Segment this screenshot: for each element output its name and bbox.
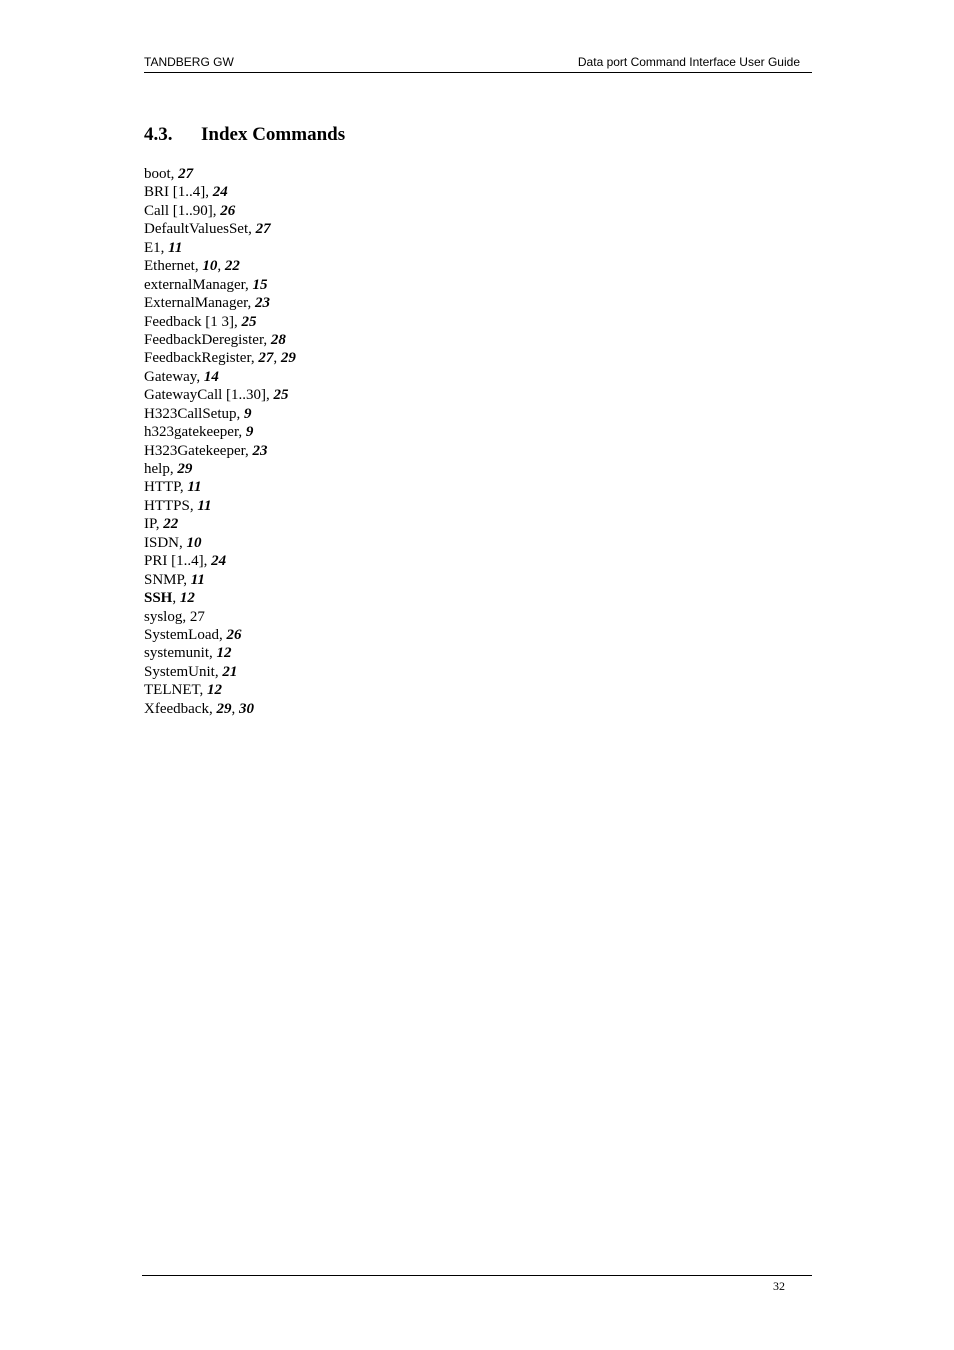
index-term: boot <box>144 166 171 182</box>
index-entry: SystemUnit, 21 <box>144 663 238 680</box>
page-footer <box>142 1275 812 1293</box>
index-entry: HTTP, 11 <box>144 479 202 496</box>
header-document-title: Data port Command Interface User Guide <box>577 55 800 69</box>
index-term: systemunit <box>144 645 210 662</box>
index-entry: boot, 27 <box>144 166 194 182</box>
page-header <box>144 55 812 73</box>
index-term: FeedbackDeregister <box>144 331 264 348</box>
page-reference-link[interactable]: 29 <box>216 700 232 717</box>
page-reference-link[interactable]: 27 <box>178 166 194 182</box>
page-reference-link[interactable]: 27 <box>255 221 271 238</box>
index-entry: DefaultValuesSet, 27 <box>144 221 271 238</box>
index-term: PRI [1..4] <box>144 553 204 570</box>
page-reference-link[interactable]: 23 <box>255 295 271 312</box>
index-term: help <box>144 461 170 477</box>
index-term: ExternalManager <box>144 295 248 312</box>
index-term: externalManager <box>144 276 246 293</box>
page-reference-link[interactable]: 12 <box>207 682 223 699</box>
page-number: 32 <box>773 1279 785 1293</box>
index-term: HTTP <box>144 479 180 496</box>
page-reference-link[interactable]: 27 <box>189 608 205 625</box>
page-reference-link[interactable]: 23 <box>252 442 268 459</box>
index-entry: TELNET, 12 <box>144 682 223 699</box>
index-term: DefaultValuesSet <box>144 221 249 238</box>
index-entry: ISDN, 10 <box>144 534 202 551</box>
index-entry: systemunit, 12 <box>144 645 232 662</box>
index-entry: Feedback [1 3], 25 <box>144 313 257 330</box>
index-entry: Ethernet, 10, 22 <box>144 258 240 275</box>
page-reference-link[interactable]: 27 <box>258 350 274 367</box>
index-entry: SNMP, 11 <box>144 571 205 588</box>
index-term: Ethernet <box>144 258 195 275</box>
index-entry: h323gatekeeper, 9 <box>144 424 254 441</box>
index-entry: HTTPS, 11 <box>144 497 212 514</box>
page-reference-link[interactable]: 14 <box>203 368 219 385</box>
index-term: Call [1..90] <box>144 202 213 219</box>
page-reference-link[interactable]: 22 <box>163 516 179 533</box>
page-reference-link[interactable]: 12 <box>179 590 195 607</box>
page-reference-link[interactable]: 11 <box>168 239 183 256</box>
index-term: syslog <box>144 608 183 625</box>
index-entry: Call [1..90], 26 <box>144 202 236 219</box>
header-company: TANDBERG GW <box>144 55 234 69</box>
index-entry: SystemLoad, 26 <box>144 626 242 643</box>
index-entry: IP, 22 <box>144 516 179 533</box>
page-reference-link[interactable]: 11 <box>187 479 202 496</box>
page-reference-link[interactable]: 11 <box>190 571 205 588</box>
page-reference-link[interactable]: 30 <box>238 700 254 717</box>
index-entry: externalManager, 15 <box>144 276 268 293</box>
index-term: H323CallSetup <box>144 405 237 422</box>
page-reference-link[interactable]: 24 <box>212 184 228 201</box>
page-reference-link[interactable]: 12 <box>216 645 232 662</box>
index-term: Feedback [1 3] <box>144 313 234 330</box>
index-entry: PRI [1..4], 24 <box>144 553 227 570</box>
index-entry: SSH, 12 <box>144 590 195 607</box>
section-title: Index Commands <box>201 124 346 145</box>
index-entry: BRI [1..4], 24 <box>144 184 228 201</box>
page-reference-link[interactable]: 26 <box>220 202 236 219</box>
index-term: GatewayCall [1..30] <box>144 387 267 404</box>
index-term: E1 <box>144 239 161 256</box>
page-reference-link[interactable]: 22 <box>224 258 240 275</box>
page-reference-link[interactable]: 21 <box>222 663 238 680</box>
index-term: FeedbackRegister <box>144 350 251 367</box>
index-term: IP <box>144 516 156 533</box>
index-term: BRI [1..4] <box>144 184 206 201</box>
index-entry: FeedbackRegister, 27, 29 <box>144 350 296 367</box>
page-reference-link[interactable]: 10 <box>186 534 202 551</box>
index-entry: FeedbackDeregister, 28 <box>144 331 286 348</box>
index-entry: help, 29 <box>144 461 193 477</box>
index-term: h323gatekeeper <box>144 424 239 441</box>
page-reference-link[interactable]: 25 <box>241 313 257 330</box>
index-term: ISDN <box>144 534 180 551</box>
index-entry: ExternalManager, 23 <box>144 295 271 312</box>
index-term: Gateway <box>144 368 197 385</box>
index-term: SystemLoad <box>144 626 219 643</box>
index-term: SNMP <box>144 571 184 588</box>
index-entry: H323CallSetup, 9 <box>144 405 252 422</box>
page-reference-link[interactable]: 26 <box>226 626 242 643</box>
page-reference-link[interactable]: 29 <box>177 461 193 477</box>
page-reference-link[interactable]: 28 <box>270 331 286 348</box>
page-reference-link[interactable]: 24 <box>211 553 227 570</box>
page-reference-link[interactable]: 9 <box>244 405 252 422</box>
page-reference-link[interactable]: 15 <box>252 276 268 293</box>
section-heading <box>144 124 345 146</box>
page-reference-link[interactable]: 11 <box>197 497 212 514</box>
index-term: SSH <box>144 590 173 607</box>
section-number: 4.3. <box>144 124 173 145</box>
index-entry: Xfeedback, 29, 30 <box>144 700 254 717</box>
index-list <box>144 165 296 718</box>
index-term: Xfeedback <box>144 700 209 717</box>
index-entry: GatewayCall [1..30], 25 <box>144 387 289 404</box>
index-entry: Gateway, 14 <box>144 368 219 385</box>
page-reference-link[interactable]: 9 <box>245 424 254 441</box>
page-reference-link[interactable]: 10 <box>202 258 218 275</box>
index-entry: H323Gatekeeper, 23 <box>144 442 268 459</box>
index-term: H323Gatekeeper <box>144 442 246 459</box>
page-reference-link[interactable]: 25 <box>273 387 289 404</box>
index-entry: syslog, 27 <box>144 608 205 625</box>
index-entry: E1, 11 <box>144 239 183 256</box>
page-reference-link[interactable]: 29 <box>280 350 296 367</box>
index-term: HTTPS <box>144 497 190 514</box>
index-term: TELNET <box>144 682 200 699</box>
index-term: SystemUnit <box>144 663 215 680</box>
